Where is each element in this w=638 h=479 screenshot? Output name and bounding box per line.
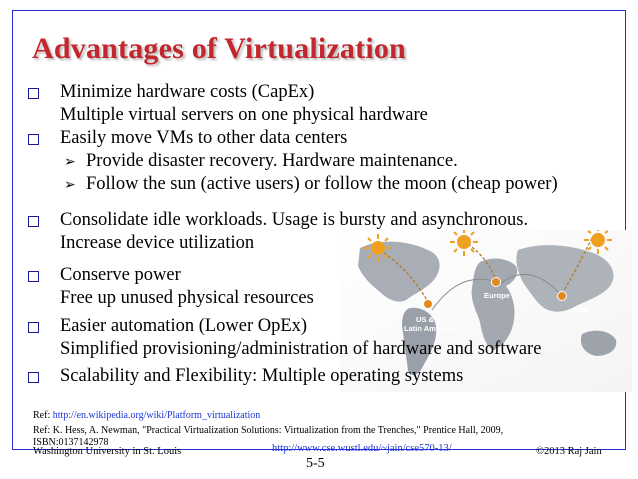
map-label-europe: Europe (484, 291, 510, 300)
location-dot-icon (424, 300, 433, 309)
page-number: 5-5 (306, 456, 325, 471)
reference-1-link[interactable]: http://en.wikipedia.org/wiki/Platform_virtualization (52, 410, 261, 421)
checkbox-bullet-icon (28, 322, 39, 333)
checkbox-bullet-icon (28, 372, 39, 383)
footer-university: Washington University in St. Louis (33, 446, 182, 457)
location-dot-icon (558, 292, 567, 301)
bullet-text: Scalability and Flexibility: Multiple operating systems (60, 366, 464, 386)
checkbox-bullet-icon (28, 88, 39, 99)
sub-bullet-text: Follow the sun (active users) or follow the moon (cheap power) (86, 174, 558, 194)
bullet-subtext: Free up unused physical resources (60, 288, 314, 308)
checkbox-bullet-icon (28, 216, 39, 227)
bullet-text: Minimize hardware costs (CapEx) (60, 82, 315, 102)
location-dot-icon (492, 278, 501, 287)
bullet-text: Conserve power (60, 265, 181, 285)
reference-1 (33, 410, 260, 422)
bullet-subtext: Multiple virtual servers on one physical hardware (60, 105, 428, 125)
reference-2: Ref: K. Hess, A. Newman, "Practical Virtualization Solutions: Virtualization from the Trenches," Prentice Hall, 2009, (33, 425, 504, 436)
bullet-subtext: Simplified provisioning/administration of hardware and software (60, 339, 542, 359)
bullet-subtext: Increase device utilization (60, 233, 255, 253)
reference-2-isbn: ISBN:0137142978 (33, 437, 109, 448)
bullet-text: Easily move VMs to other data centers (60, 128, 348, 148)
slide-title: Advantages of Virtualization (32, 32, 406, 65)
bullet-text: Easier automation (Lower OpEx) (60, 316, 308, 336)
footer-copyright: ©2013 Raj Jain (536, 446, 602, 457)
map-label-asia: Asia (572, 305, 588, 314)
sun-icon (364, 234, 392, 262)
map-label-us: US & (416, 315, 434, 324)
sub-bullet-text: Provide disaster recovery. Hardware maintenance. (86, 151, 458, 171)
reference-1-prefix: Ref: (33, 410, 51, 421)
checkbox-bullet-icon (28, 134, 39, 145)
footer-course-link[interactable]: http://www.cse.wustl.edu/~jain/cse570-13/ (272, 443, 452, 454)
bullet-text: Consolidate idle workloads. Usage is bursty and asynchronous. (60, 210, 529, 230)
arrow-bullet-icon: ➢ (64, 154, 76, 170)
map-label-latam: Latin America (404, 324, 454, 333)
checkbox-bullet-icon (28, 271, 39, 282)
arrow-bullet-icon: ➢ (64, 177, 76, 193)
